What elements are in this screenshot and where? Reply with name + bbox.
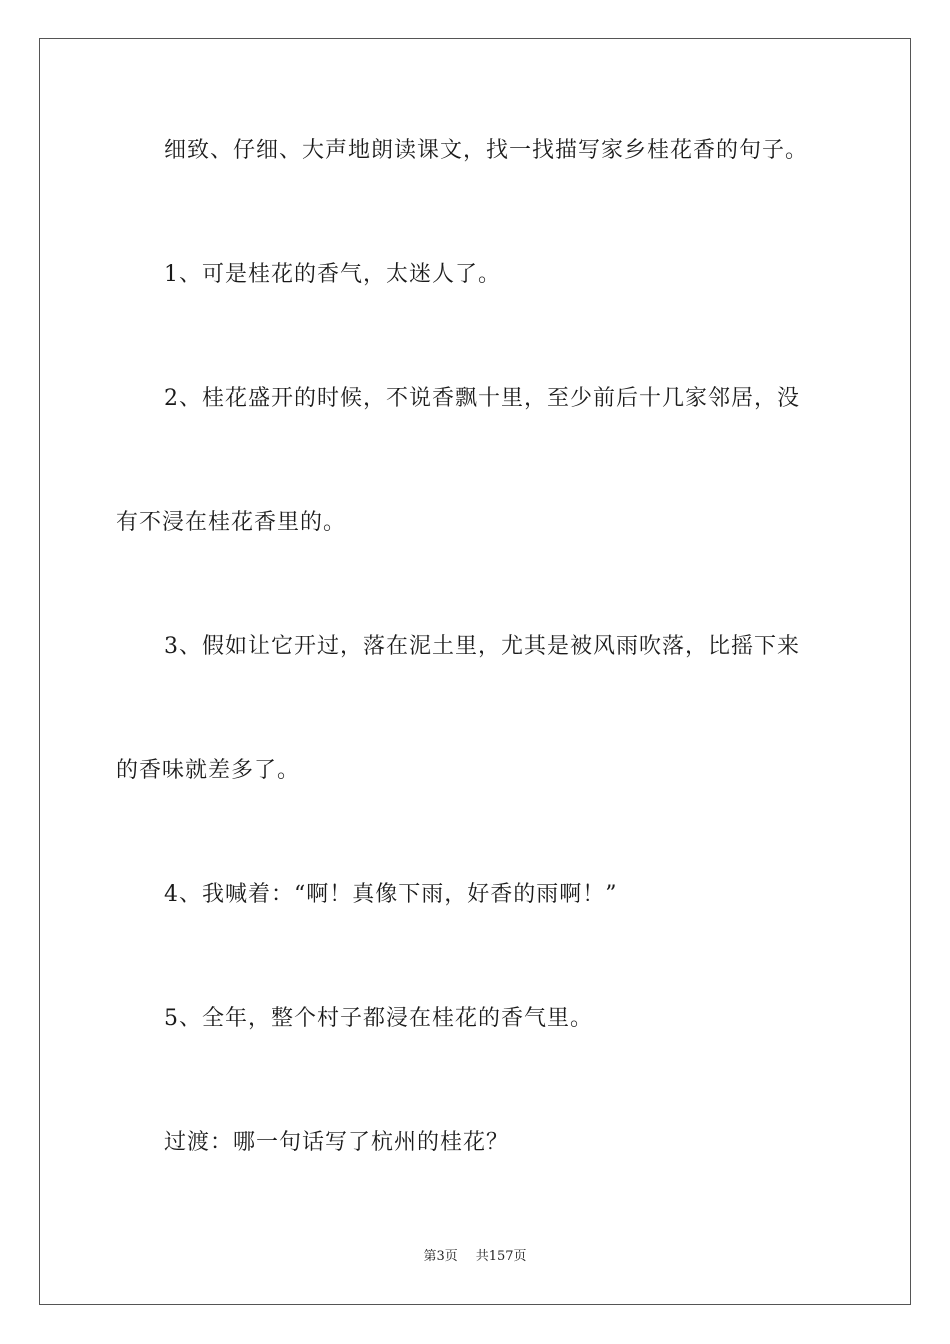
paragraph-intro: 细致、仔细、大声地朗读课文，找一找描写家乡桂花香的句子。 — [164, 138, 809, 163]
sentence-2-line-1: 2、桂花盛开的时候，不说香飘十里，至少前后十几家邻居，没 — [164, 386, 800, 411]
total-pages: 共157页 — [475, 1249, 527, 1264]
transition-question: 过渡：哪一句话写了杭州的桂花？ — [164, 1130, 510, 1155]
sentence-3-line-2: 的香味就差多了。 — [116, 758, 301, 783]
sentence-2-line-2: 有不浸在桂花香里的。 — [116, 510, 347, 535]
sentence-4: 4、我喊着：“啊！真像下雨，好香的雨啊！” — [164, 882, 618, 907]
page-footer — [0, 1248, 950, 1266]
sentence-5: 5、全年，整个村子都浸在桂花的香气里。 — [164, 1006, 593, 1031]
sentence-3-line-1: 3、假如让它开过，落在泥土里，尤其是被风雨吹落，比摇下来 — [164, 634, 800, 659]
page-border — [39, 38, 911, 1305]
sentence-1: 1、可是桂花的香气，太迷人了。 — [164, 262, 501, 287]
page-number: 第3页 — [423, 1249, 458, 1264]
